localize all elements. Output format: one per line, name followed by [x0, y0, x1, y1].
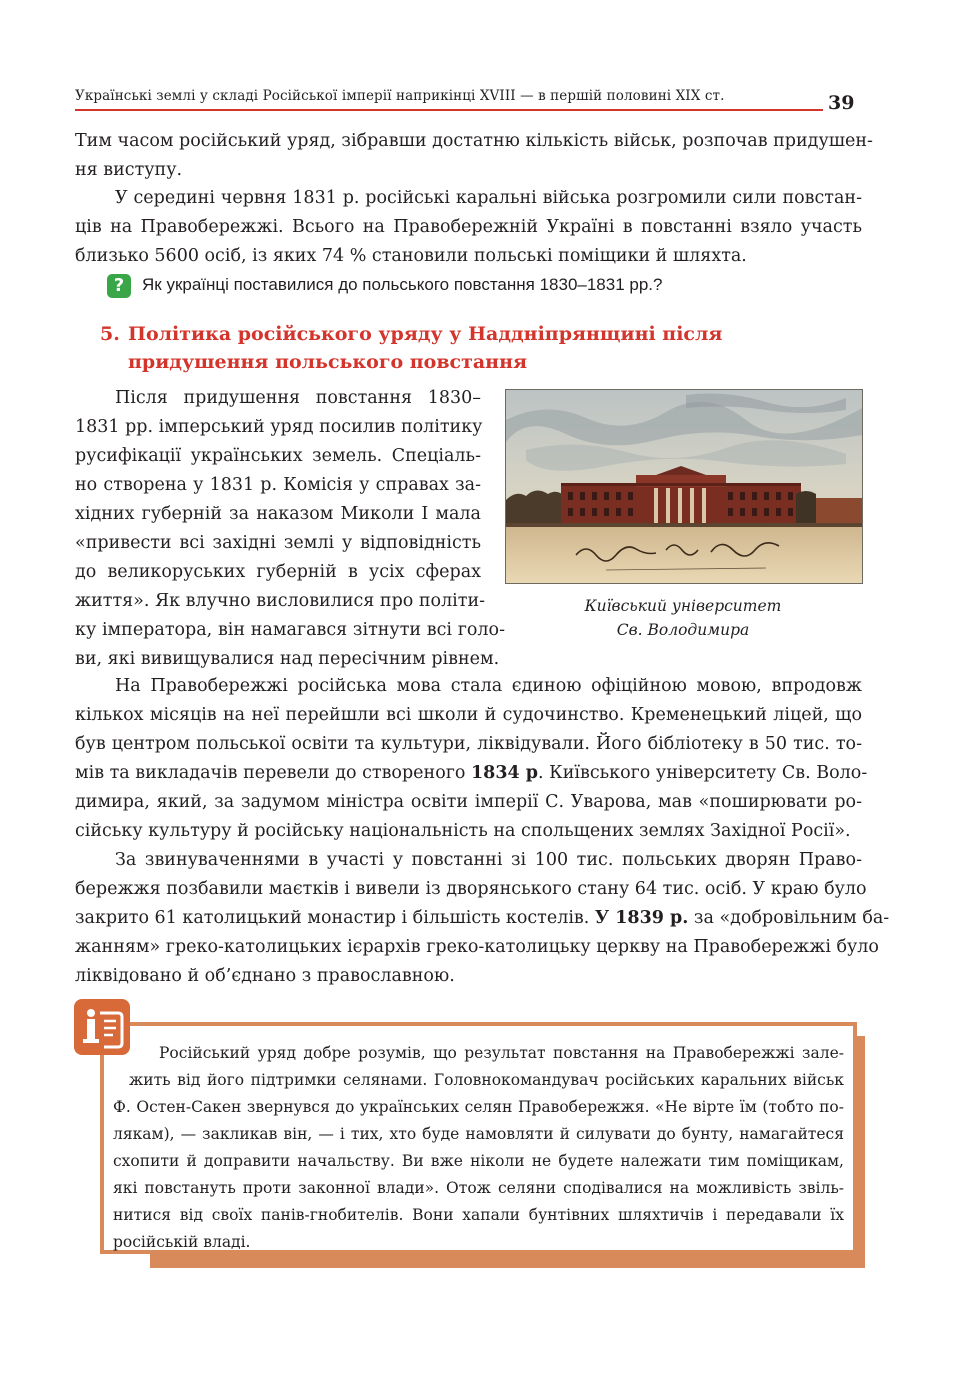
text-line: ців на Правобережжі. Всього на Правобережній Україні в повстанні взяло участь — [75, 217, 862, 237]
text-line: нитися від своїх панів-гнобителів. Вони хапали бунтівних шляхтичів і передавали їх — [113, 1206, 844, 1224]
section-title-line1: Політика російського уряду у Наддніпрянщині після — [128, 323, 723, 345]
paragraph-russian-language — [75, 672, 868, 846]
text-line: російській владі. — [113, 1233, 251, 1251]
text-line: сійську культуру й російську національність на спольщених землях Західної Росії». — [75, 821, 851, 841]
university-engraving-image — [506, 390, 862, 583]
header-divider — [75, 109, 823, 111]
text-span: закрито 61 католицький монастир і більшість костелів. — [75, 908, 595, 928]
text-line: жить від його підтримки селянами. Головнокомандувач російських каральних військ — [129, 1071, 844, 1089]
university-illustration — [505, 389, 863, 584]
question-text: Як українці поставилися до польського повстання 1830–1831 рр.? — [142, 275, 663, 294]
text-span: за «добровільним ба- — [688, 908, 890, 928]
text-line: хідних губерній за наказом Миколи І мала — [75, 504, 481, 524]
running-header-title: Українські землі у складі Російської імперії наприкінці XVIII — в першій половині XIX ст. — [75, 88, 725, 104]
text-line: Ф. Остен-Сакен звернувся до українських селян Правобережжя. «Не вірте їм (тобто по- — [113, 1098, 844, 1116]
text-line: до великоруських губерній в усіх сферах — [75, 562, 481, 582]
info-box-text — [113, 1040, 844, 1256]
text-line: ня виступу. — [75, 160, 183, 180]
intro-paragraph — [75, 127, 873, 185]
paragraph-repressions — [75, 846, 890, 991]
running-header — [75, 88, 823, 104]
text-span: мів та викладачів перевели до створеного — [75, 763, 471, 783]
figure-caption — [505, 594, 861, 642]
section-number: 5. — [100, 323, 120, 345]
text-line: жанням» греко-католицьких ієрархів греко-католицьку церкву на Правобережжі було — [75, 937, 879, 957]
text-line: 1831 рр. імперський уряд посилив політику — [75, 417, 483, 437]
text-line: русифікації українських земель. Спеціаль- — [75, 446, 481, 466]
text-line: Після придушення повстання 1830– — [115, 388, 481, 408]
text-line: ку імператора, він намагався зітнути всі голо- — [75, 620, 505, 640]
infobox-shadow-right — [857, 1036, 865, 1268]
section-title-line2: придушення польського повстання — [128, 351, 528, 373]
text-line: ви, які вивищувалися над пересічним рівнем. — [75, 649, 500, 669]
infobox-shadow-bottom — [150, 1254, 861, 1268]
text-line: був центром польської освіти та культури, ліквідували. Його бібліотеку в 50 тис. то- — [75, 734, 862, 754]
text-line: Російський уряд добре розумів, що результат повстання на Правобережжі зале- — [159, 1044, 844, 1062]
review-question — [107, 273, 867, 303]
text-line: За звинуваченнями в участі у повстанні зі 100 тис. польських дворян Право- — [115, 850, 862, 870]
text-line: лякам), — закликав він, — і тих, хто буде намовляти й силувати до бунту, намагайтеся — [113, 1125, 844, 1143]
text-line: У середині червня 1831 р. російські каральні війська розгромили сили повстан- — [115, 188, 862, 208]
question-icon: ? — [107, 274, 131, 298]
date-highlight: 1834 р — [471, 763, 539, 783]
section-heading — [100, 320, 860, 376]
text-line: кількох місяців на неї перейшли всі школи й судочинство. Кременецький ліцей, що — [75, 705, 862, 725]
text-line: життя». Як влучно висловилися про політи- — [75, 591, 486, 611]
text-line: які повстануть проти законної влади». Отож селяни сподівалися на можливість звіль- — [113, 1179, 844, 1197]
text-line: На Правобережжі російська мова стала єдиною офіційною мовою, впродовж — [115, 676, 862, 696]
text-line: бережжя позбавили маєтків і вивели із дворянського стану 64 тис. осіб. У краю було — [75, 879, 867, 899]
text-line: «привести всі західні землі у відповідність — [75, 533, 481, 553]
paragraph-june-1831 — [75, 184, 862, 271]
caption-line: Київський університет — [584, 597, 782, 615]
text-line — [75, 904, 890, 933]
column-paragraph — [75, 384, 505, 674]
text-line: димира, який, за задумом міністра освіти імперії С. Уварова, мав «поширювати ро- — [75, 792, 862, 812]
text-line: схопити й доправити начальству. Ви вже ніколи не будете належати тим поміщикам, — [113, 1152, 844, 1170]
text-line: близько 5600 осіб, із яких 74 % становили польські поміщики й шляхта. — [75, 246, 747, 266]
date-highlight: У 1839 р. — [594, 908, 689, 928]
caption-line: Св. Володимира — [616, 621, 750, 639]
text-span: . Київського університету Св. Воло- — [538, 763, 868, 783]
text-line: но створена у 1831 р. Комісія у справах за- — [75, 475, 481, 495]
page-number: 39 — [828, 92, 855, 114]
text-line: ліквідовано й об’єднано з православною. — [75, 966, 455, 986]
text-line — [75, 759, 868, 788]
text-line: Тим часом російський уряд, зібравши достатню кількість військ, розпочав придушен- — [75, 131, 873, 151]
